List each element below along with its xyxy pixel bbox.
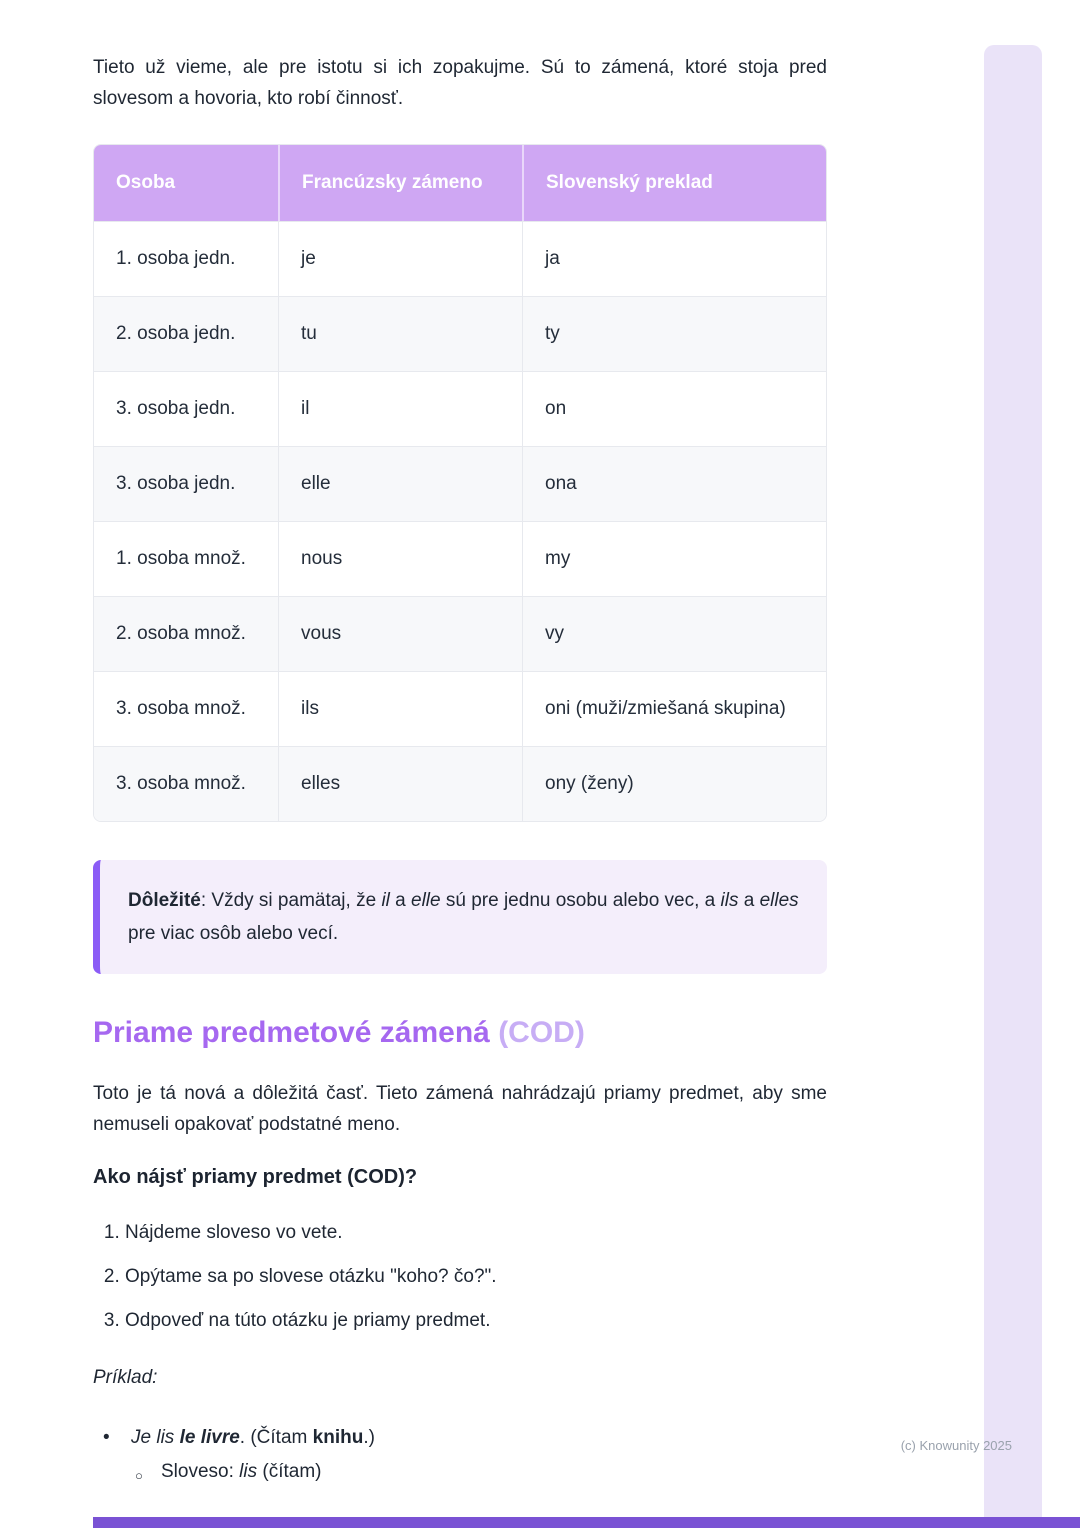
table-header-osoba: Osoba: [94, 145, 278, 221]
callout-text: [128, 884, 799, 950]
callout-label: Dôležité: [128, 890, 201, 911]
table-cell: 1. osoba jedn.: [94, 221, 278, 296]
example-segment: (čítam): [257, 1461, 322, 1482]
section-title: [93, 1016, 827, 1050]
table-header-francuzsky-zameno: Francúzsky zámeno: [278, 145, 522, 221]
example-segment: knihu: [312, 1427, 364, 1448]
table-cell: elle: [278, 446, 522, 521]
table-row: [94, 521, 826, 596]
side-decorative-strip: [984, 45, 1042, 1528]
table-row: [94, 296, 826, 371]
table-cell: 3. osoba jedn.: [94, 446, 278, 521]
table-cell: je: [278, 221, 522, 296]
steps-list: [93, 1219, 827, 1334]
example-segment: le livre: [179, 1427, 240, 1448]
table-row: [94, 746, 826, 821]
table-row: [94, 671, 826, 746]
callout-emphasis: il: [381, 890, 390, 911]
table-cell: 1. osoba množ.: [94, 521, 278, 596]
bottom-accent-bar: [93, 1517, 1080, 1528]
table-cell: ona: [522, 446, 826, 521]
copyright-text: (c) Knowunity 2025: [900, 1438, 1012, 1453]
section-title-main: Priame predmetové zámená: [93, 1016, 499, 1049]
example-segment: Je lis: [131, 1427, 180, 1448]
table-row: [94, 371, 826, 446]
callout-segment: a: [389, 890, 412, 911]
pronoun-table: [93, 144, 827, 822]
table-cell: 3. osoba množ.: [94, 671, 278, 746]
table-cell: vy: [522, 596, 826, 671]
example-list: [93, 1423, 827, 1487]
example-sub-bullet: [93, 1457, 827, 1487]
table-cell: 2. osoba jedn.: [94, 296, 278, 371]
table-header-slovensky-preklad: Slovenský preklad: [522, 145, 826, 221]
important-callout: [93, 860, 827, 974]
list-item: 1. Nájdeme sloveso vo vete.: [125, 1219, 827, 1246]
callout-emphasis: elles: [759, 890, 799, 911]
callout-segment: : Vždy si pamätaj, že: [200, 890, 382, 911]
table-cell: 3. osoba jedn.: [94, 371, 278, 446]
callout-segment: pre viac osôb alebo vecí.: [128, 923, 339, 944]
intro-paragraph: Tieto už vieme, ale pre istotu si ich zopakujme. Sú to zámená, ktoré stoja pred slovesom a hovoria, kto robí činnosť.: [93, 57, 827, 109]
section-title-cod: (COD): [498, 1016, 585, 1049]
example-segment: Sloveso:: [161, 1461, 240, 1482]
table-cell: elles: [278, 746, 522, 821]
callout-emphasis: ils: [720, 890, 739, 911]
example-segment: . (Čítam: [239, 1427, 313, 1448]
table-cell: tu: [278, 296, 522, 371]
question-subheading: Ako nájsť priamy predmet (COD)?: [93, 1166, 418, 1188]
example-segment: .): [363, 1427, 375, 1448]
callout-segment: sú pre jednu osobu alebo vec, a: [440, 890, 721, 911]
example-label: Príklad:: [93, 1367, 158, 1388]
table-cell: on: [522, 371, 826, 446]
table-cell: ony (ženy): [522, 746, 826, 821]
table-cell: my: [522, 521, 826, 596]
table-row: [94, 221, 826, 296]
table-cell: oni (muži/zmiešaná skupina): [522, 671, 826, 746]
list-item: 2. Opýtame sa po slovese otázku "koho? čo?".: [125, 1263, 827, 1290]
example-bullet: [93, 1423, 827, 1453]
table-cell: 2. osoba množ.: [94, 596, 278, 671]
section-paragraph: Toto je tá nová a dôležitá časť. Tieto zámená nahrádzajú priamy predmet, aby sme nemuseli opakovať podstatné meno.: [93, 1083, 827, 1135]
callout-segment: a: [738, 890, 760, 911]
callout-emphasis: elle: [411, 890, 441, 911]
example-segment: lis: [239, 1461, 258, 1482]
list-item: 3. Odpoveď na túto otázku je priamy predmet.: [125, 1307, 827, 1334]
table-cell: nous: [278, 521, 522, 596]
table-cell: il: [278, 371, 522, 446]
table-row: [94, 446, 826, 521]
table-cell: 3. osoba množ.: [94, 746, 278, 821]
table-row: [94, 596, 826, 671]
table-cell: ty: [522, 296, 826, 371]
table-cell: ja: [522, 221, 826, 296]
table-cell: vous: [278, 596, 522, 671]
table-header-row: [94, 145, 826, 221]
table-cell: ils: [278, 671, 522, 746]
